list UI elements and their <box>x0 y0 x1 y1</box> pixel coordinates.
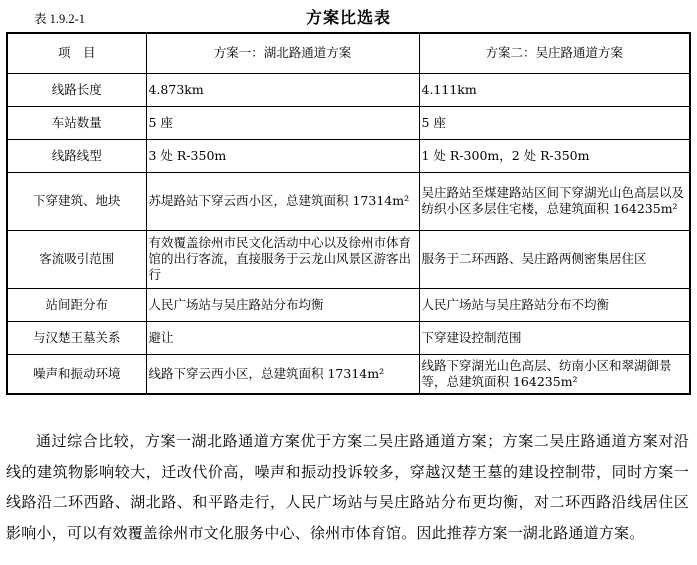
row-plan2: 服务于二环西路、吴庄路两侧密集居住区 <box>419 230 690 288</box>
row-plan1: 4.873km <box>146 73 419 106</box>
row-plan1: 苏堤路站下穿云西小区，总建筑面积 17314m² <box>146 172 419 230</box>
table-row <box>7 230 690 288</box>
comparison-table <box>6 32 691 395</box>
table-number: 表 1.9.2-1 <box>34 12 86 26</box>
header-plan1: 方案一：湖北路通道方案 <box>146 33 419 73</box>
row-item: 客流吸引范围 <box>7 230 146 288</box>
table-row <box>7 139 690 172</box>
table-row <box>7 73 690 106</box>
row-item: 下穿建筑、地块 <box>7 172 146 230</box>
row-plan2: 5 座 <box>419 106 690 139</box>
table-row <box>7 354 690 394</box>
header-item: 项 目 <box>7 33 146 73</box>
row-item: 线路线型 <box>7 139 146 172</box>
row-item: 车站数量 <box>7 106 146 139</box>
table-row <box>7 288 690 321</box>
row-plan2: 4.111km <box>419 73 690 106</box>
row-plan2: 吴庄路站至煤建路站区间下穿湖光山色高层以及纺织小区多层住宅楼，总建筑面积 164235m² <box>419 172 690 230</box>
row-plan1: 避让 <box>146 321 419 354</box>
row-item: 站间距分布 <box>7 288 146 321</box>
row-item: 与汉楚王墓关系 <box>7 321 146 354</box>
table-header-row <box>7 33 690 73</box>
row-plan1: 3 处 R-350m <box>146 139 419 172</box>
row-plan2: 线路下穿湖光山色高层、纺南小区和翠湖御景等，总建筑面积 164235m² <box>419 354 690 394</box>
table-title: 方案比选表 <box>305 8 391 27</box>
conclusion-paragraph: 通过综合比较，方案一湖北路通道方案优于方案二吴庄路通道方案；方案二吴庄路通道方案对沿线的建筑物影响较大，迁改代价高，噪声和振动投诉较多，穿越汉楚王墓的建设控制带，同时方案一线路沿二环西路、湖北路、和平路走行，人民广场站与吴庄路站分布更均衡，对二环西路沿线居住区影响小，可以有效覆盖徐州市文化服务中心、徐州市体育馆。因此推荐方案一湖北路通道方案。 <box>6 432 689 542</box>
row-plan1: 人民广场站与吴庄路站分布均衡 <box>146 288 419 321</box>
row-plan2: 1 处 R-300m，2 处 R-350m <box>419 139 690 172</box>
table-row <box>7 172 690 230</box>
row-plan2: 下穿建设控制范围 <box>419 321 690 354</box>
row-item: 噪声和振动环境 <box>7 354 146 394</box>
row-plan1: 5 座 <box>146 106 419 139</box>
row-plan1: 有效覆盖徐州市民文化活动中心以及徐州市体育馆的出行客流，直接服务于云龙山风景区游客出行 <box>146 230 419 288</box>
header-plan2: 方案二：吴庄路通道方案 <box>419 33 690 73</box>
table-row <box>7 321 690 354</box>
row-plan1: 线路下穿云西小区，总建筑面积 17314m² <box>146 354 419 394</box>
row-item: 线路长度 <box>7 73 146 106</box>
row-plan2: 人民广场站与吴庄路站分布不均衡 <box>419 288 690 321</box>
table-row <box>7 106 690 139</box>
